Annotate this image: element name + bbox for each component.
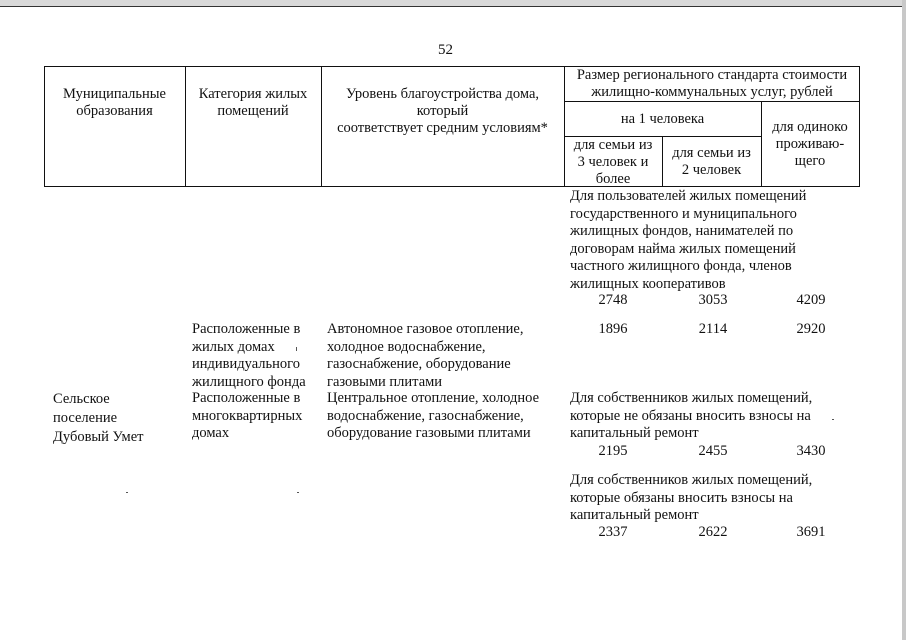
value-obliged-family2: 2622	[698, 524, 728, 540]
scan-speck	[832, 419, 834, 420]
value-not-obliged-family2: 2455	[698, 443, 728, 459]
level-private-houses: Автономное газовое отопление, холодное водоснабжение, газоснабжение, оборудование газовыми плитами	[327, 321, 524, 390]
scan-line-top	[0, 6, 906, 7]
header-family-2: для семьи из 2 человек	[672, 145, 751, 178]
header-category: Категория жилых помещений	[198, 86, 308, 119]
header-per-person: на 1 человека	[620, 111, 705, 127]
value-not-obliged-single: 3430	[796, 443, 826, 459]
value-obliged-single: 3691	[796, 524, 826, 540]
header-single: для одиноко проживаю- щего	[772, 119, 848, 169]
value-users-single: 4209	[796, 292, 826, 308]
scan-edge-right	[902, 0, 906, 640]
level-apartment-buildings: Центральное отопление, холодное водоснабжение, газоснабжение, оборудование газовыми плитами	[327, 390, 540, 441]
header-level: Уровень благоустройства дома, который соответствует средним условиям*	[337, 86, 548, 136]
note-owners-obliged: Для собственников жилых помещений, которые обязаны вносить взносы на капитальный ремонт	[570, 472, 813, 523]
municipality-name: Сельское поселение Дубовый Умет	[53, 391, 144, 445]
value-users-family2: 3053	[698, 292, 728, 308]
value-users-family3: 2748	[598, 292, 628, 308]
category-apartment-buildings: Расположенные в многоквартирных домах	[192, 390, 303, 441]
note-users: Для пользователей жилых помещений государственного и муниципального жилищных фондов, нанимателей по договорам найма жилых помещений частного жилищного фонда, членов жилищных кооперативов	[570, 188, 807, 292]
scan-speck	[126, 492, 128, 493]
value-obliged-family3: 2337	[598, 524, 628, 540]
value-private-family3: 1896	[598, 321, 628, 337]
scan-speck	[297, 492, 299, 493]
value-private-family2: 2114	[698, 321, 728, 337]
header-municipality: Муниципальные образования	[63, 86, 166, 119]
value-private-single: 2920	[796, 321, 826, 337]
page-number: 52	[438, 42, 453, 58]
value-not-obliged-family3: 2195	[598, 443, 628, 459]
header-standard: Размер регионального стандарта стоимости жилищно-коммунальных услуг, рублей	[576, 67, 848, 100]
header-family-3: для семьи из 3 человек и более	[573, 137, 653, 187]
note-owners-not-obliged: Для собственников жилых помещений, которые не обязаны вносить взносы на капитальный ремонт	[570, 390, 813, 441]
category-private-houses: Расположенные в жилых домах индивидуального жилищного фонда	[192, 321, 306, 390]
scan-speck	[296, 347, 297, 351]
